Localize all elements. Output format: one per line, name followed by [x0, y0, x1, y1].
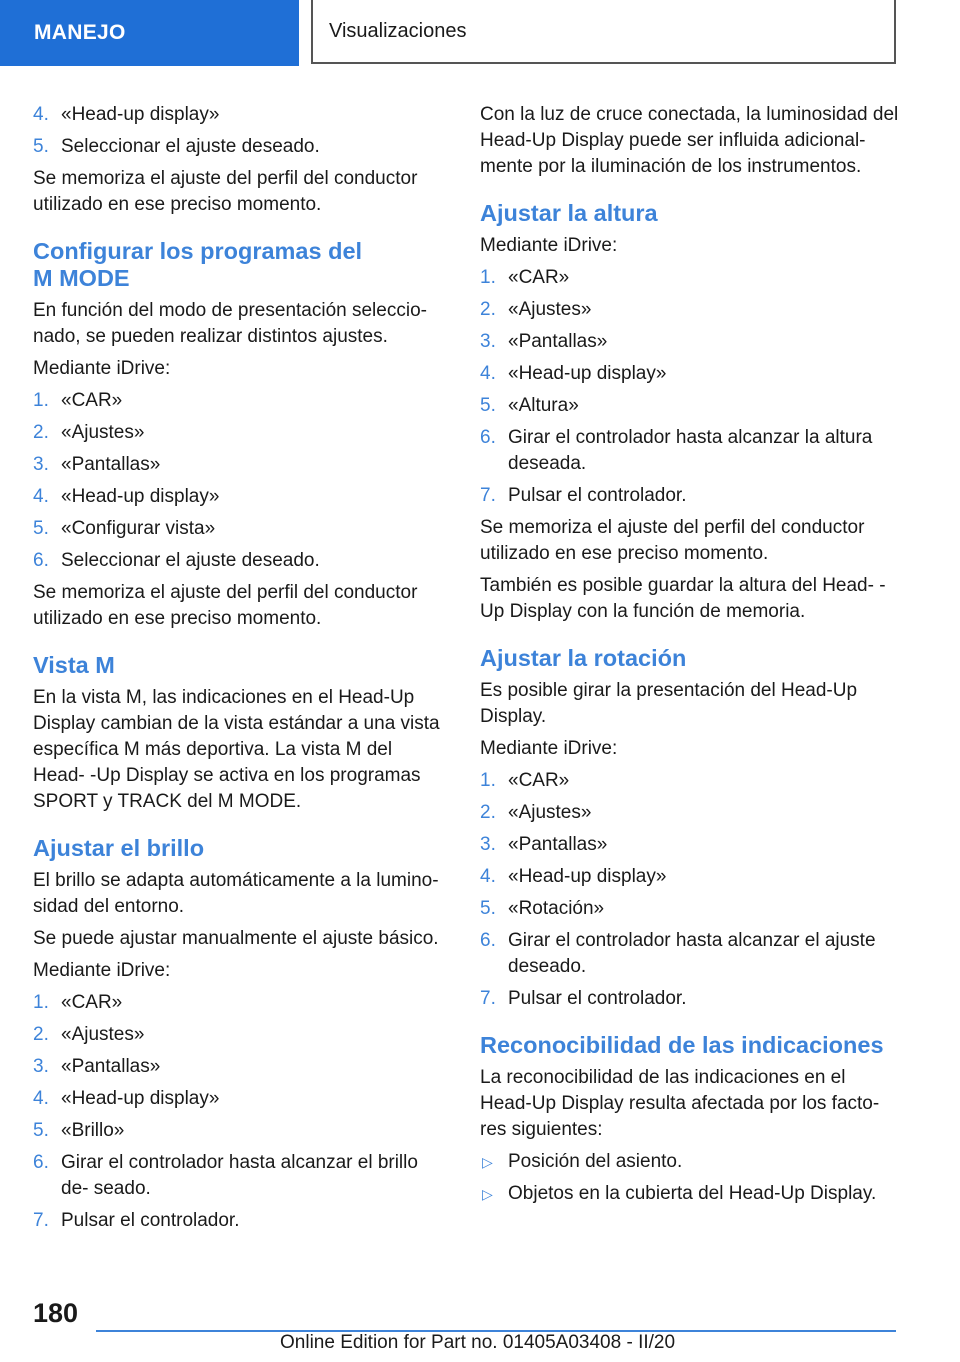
- bullet-list: [480, 1149, 900, 1207]
- step-text: «CAR»: [508, 267, 570, 288]
- list-item: [480, 832, 900, 858]
- list-item: [480, 1149, 900, 1175]
- step-text: «Altura»: [508, 395, 579, 416]
- list-item: [480, 265, 900, 291]
- paragraph: Mediante iDrive:: [33, 960, 171, 981]
- paragraph: Se memoriza el ajuste del perfil del conductor utilizado en ese preciso momento.: [480, 517, 865, 564]
- step-number: 2.: [33, 422, 49, 443]
- step-text: «Head-up display»: [508, 866, 667, 887]
- paragraph: En la vista M, las indicaciones en el Head-Up Display cambian de la vista estándar a una vista específica M más deportiva. La vista M del Head- -Up Display se activa en los programas SPORT y TRACK del M MODE.: [33, 687, 440, 812]
- step-number: 5.: [480, 395, 496, 416]
- list-item: [480, 393, 900, 419]
- bullet-text: Objetos en la cubierta del Head-Up Display.: [508, 1183, 877, 1204]
- step-number: 2.: [480, 802, 496, 823]
- step-text: «CAR»: [508, 770, 570, 791]
- step-text: Pulsar el controlador.: [61, 1210, 240, 1231]
- step-text: «Pantallas»: [61, 454, 161, 475]
- step-text: «Ajustes»: [508, 299, 592, 320]
- step-text: «Head-up display»: [61, 1088, 220, 1109]
- step-number: 2.: [480, 299, 496, 320]
- step-number: 6.: [480, 427, 496, 448]
- list-item: [33, 134, 448, 160]
- list-item: [33, 548, 448, 574]
- step-text: Girar el controlador hasta alcanzar el ajuste deseado.: [508, 930, 876, 977]
- list-item: [33, 1054, 448, 1080]
- step-text: Pulsar el controlador.: [508, 988, 687, 1009]
- step-number: 3.: [480, 331, 496, 352]
- step-number: 3.: [33, 1056, 49, 1077]
- heading-rotacion: Ajustar la rotación: [480, 645, 687, 671]
- step-number: 1.: [33, 992, 49, 1013]
- right-column: [480, 102, 900, 1213]
- step-text: Girar el controlador hasta alcanzar el brillo de- seado.: [61, 1152, 418, 1199]
- bullet-text: Posición del asiento.: [508, 1151, 683, 1172]
- step-number: 7.: [33, 1210, 49, 1231]
- steps-list: [480, 265, 900, 509]
- steps-list: [33, 990, 448, 1234]
- heading-brillo: Ajustar el brillo: [33, 835, 205, 861]
- paragraph: La reconocibilidad de las indicaciones en el Head-Up Display resulta afectada por los facto- res siguientes:: [480, 1067, 880, 1140]
- step-number: 5.: [33, 518, 49, 539]
- list-item: [480, 329, 900, 355]
- list-item: [480, 425, 900, 477]
- step-text: «Ajustes»: [61, 422, 145, 443]
- intro-steps: [33, 102, 448, 160]
- step-number: 5.: [33, 136, 49, 157]
- step-number: 7.: [480, 988, 496, 1009]
- page-number: 180: [33, 1298, 79, 1328]
- left-column: [33, 102, 448, 1240]
- step-number: 3.: [480, 834, 496, 855]
- step-text: Pulsar el controlador.: [508, 485, 687, 506]
- step-number: 2.: [33, 1024, 49, 1045]
- paragraph: Mediante iDrive:: [33, 358, 171, 379]
- step-text: «Ajustes»: [508, 802, 592, 823]
- paragraph: El brillo se adapta automáticamente a la lumino- sidad del entorno.: [33, 870, 439, 917]
- step-text: «Rotación»: [508, 898, 605, 919]
- step-text: «Brillo»: [61, 1120, 125, 1141]
- step-text: «Head-up display»: [61, 104, 220, 125]
- steps-list: [33, 388, 448, 574]
- paragraph: Mediante iDrive:: [480, 235, 618, 256]
- step-number: 4.: [33, 1088, 49, 1109]
- step-text: «Configurar vista»: [61, 518, 216, 539]
- step-number: 1.: [480, 267, 496, 288]
- step-number: 3.: [33, 454, 49, 475]
- footer-edition: Online Edition for Part no. 01405A03408 - II/20: [280, 1332, 676, 1353]
- step-text: «Head-up display»: [508, 363, 667, 384]
- steps-list: [480, 768, 900, 1012]
- step-number: 4.: [480, 363, 496, 384]
- list-item: [480, 864, 900, 890]
- paragraph: Es posible girar la presentación del Head-Up Display.: [480, 680, 858, 727]
- heading-reconocibilidad: Reconocibilidad de las indicaciones: [480, 1032, 884, 1058]
- list-item: [480, 297, 900, 323]
- heading-vista-m: Vista M: [33, 652, 115, 678]
- step-number: 6.: [33, 1152, 49, 1173]
- list-item: [33, 990, 448, 1016]
- list-item: [33, 420, 448, 446]
- step-number: 1.: [33, 390, 49, 411]
- step-text: Seleccionar el ajuste deseado.: [61, 136, 320, 157]
- list-item: [33, 484, 448, 510]
- step-number: 5.: [480, 898, 496, 919]
- step-text: «CAR»: [61, 390, 123, 411]
- intro-paragraph: Con la luz de cruce conectada, la luminosidad del Head-Up Display puede ser influida adicional- mente por la iluminación de los instrumentos.: [480, 104, 899, 177]
- list-item: [480, 1181, 900, 1207]
- step-number: 6.: [33, 550, 49, 571]
- step-text: «CAR»: [61, 992, 123, 1013]
- paragraph: También es posible guardar la altura del Head- -Up Display con la función de memoria.: [480, 575, 886, 622]
- step-number: 4.: [33, 486, 49, 507]
- heading-altura: Ajustar la altura: [480, 200, 658, 226]
- paragraph: Se puede ajustar manualmente el ajuste básico.: [33, 928, 439, 949]
- list-item: [33, 1150, 448, 1202]
- step-number: 6.: [480, 930, 496, 951]
- list-item: [33, 388, 448, 414]
- step-number: 7.: [480, 485, 496, 506]
- triangle-bullet-icon: ▷: [482, 1154, 493, 1170]
- list-item: [480, 928, 900, 980]
- list-item: [33, 516, 448, 542]
- list-item: [480, 986, 900, 1012]
- step-text: «Pantallas»: [508, 834, 608, 855]
- step-text: Seleccionar el ajuste deseado.: [61, 550, 320, 571]
- chapter-tab: MANEJO: [0, 0, 299, 66]
- intro-paragraph: Se memoriza el ajuste del perfil del conductor utilizado en ese preciso momento.: [33, 168, 418, 215]
- list-item: [480, 896, 900, 922]
- step-text: Girar el controlador hasta alcanzar la altura deseada.: [508, 427, 873, 474]
- step-number: 1.: [480, 770, 496, 791]
- triangle-bullet-icon: ▷: [482, 1186, 493, 1202]
- heading-m-mode: Configurar los programas del M MODE: [33, 238, 363, 291]
- list-item: [33, 1086, 448, 1112]
- list-item: [480, 800, 900, 826]
- list-item: [33, 1118, 448, 1144]
- step-text: «Pantallas»: [508, 331, 608, 352]
- list-item: [480, 361, 900, 387]
- list-item: [33, 1022, 448, 1048]
- step-number: 4.: [33, 104, 49, 125]
- paragraph: Se memoriza el ajuste del perfil del conductor utilizado en ese preciso momento.: [33, 582, 418, 629]
- paragraph: Mediante iDrive:: [480, 738, 618, 759]
- list-item: [33, 1208, 448, 1234]
- list-item: [33, 102, 448, 128]
- step-text: «Ajustes»: [61, 1024, 145, 1045]
- step-text: «Pantallas»: [61, 1056, 161, 1077]
- list-item: [480, 483, 900, 509]
- step-number: 5.: [33, 1120, 49, 1141]
- list-item: [33, 452, 448, 478]
- step-text: «Head-up display»: [61, 486, 220, 507]
- step-number: 4.: [480, 866, 496, 887]
- paragraph: En función del modo de presentación seleccio- nado, se pueden realizar distintos ajustes.: [33, 300, 427, 347]
- section-title: Visualizaciones: [311, 0, 896, 64]
- list-item: [480, 768, 900, 794]
